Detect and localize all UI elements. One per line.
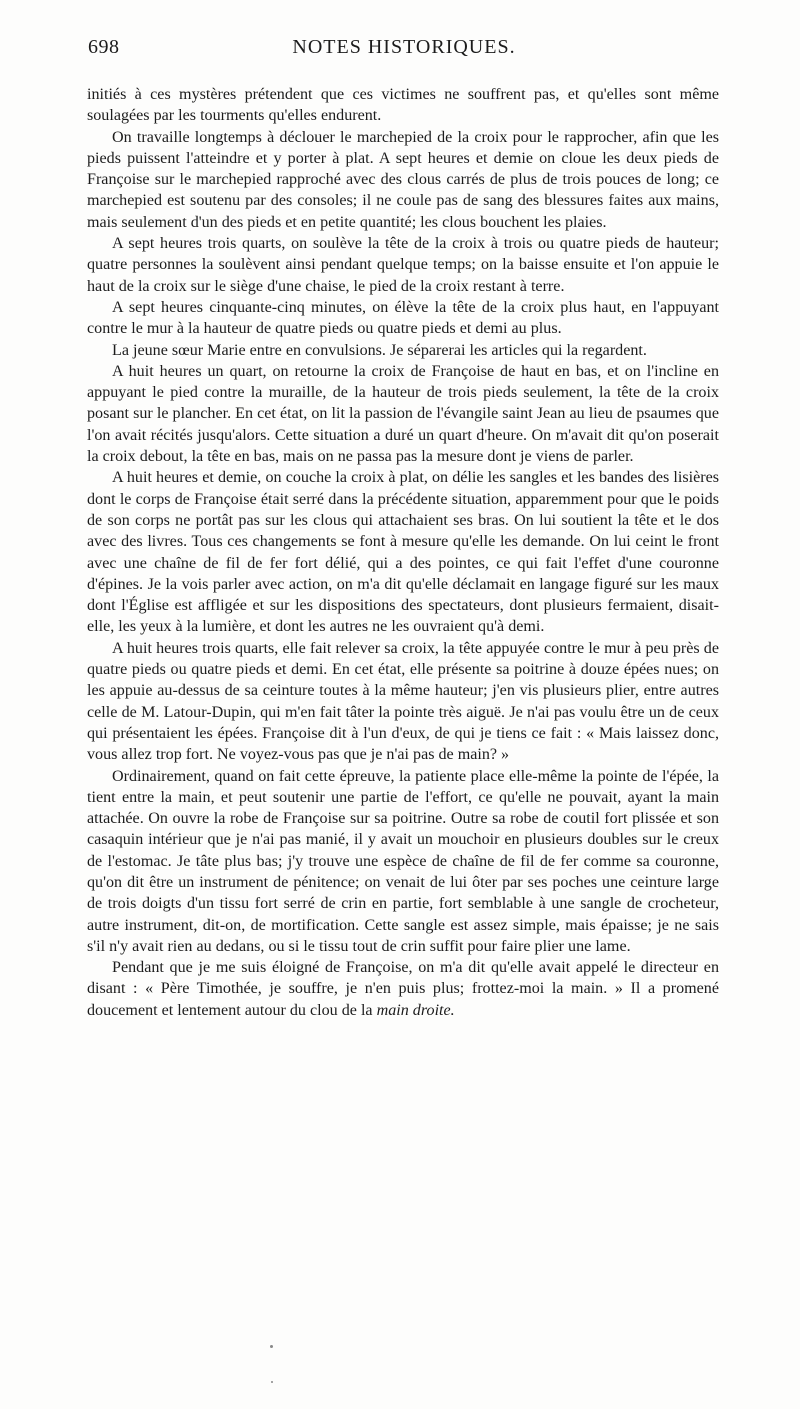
italic-phrase: main droite.	[376, 1001, 455, 1019]
paragraph: A sept heures cinquante-cinq minutes, on élève la tête de la croix plus haut, en l'appuyant contre le mur à la hauteur de quatre pieds ou quatre pieds et demi au plus.	[87, 298, 719, 338]
paragraph-text: Pendant que je me suis éloigné de Françoise, on m'a dit qu'elle avait appelé le directeur en disant : « Père Timothée, je souffre, je n'en puis plus; frottez-moi la main. » Il a promené doucement et lentement autour du clou de la	[87, 959, 719, 1019]
paragraph: La jeune sœur Marie entre en convulsions. Je séparerai les articles qui la regardent.	[112, 341, 647, 359]
paragraph: On travaille longtemps à déclouer le marchepied de la croix pour le rapprocher, afin que les pieds puissent l'atteindre et y porter à plat. A sept heures et demie on cloue les deux pieds de Françoise sur le marchepied rapproché avec des clous carrés de plus de trois pouces de long; ce marchepied est soutenu par des consoles; il ne coule pas de sang des blessures faites aux mains, mais seulement d'un des pieds et en petite quantité; les clous bouchent les plaies.	[87, 128, 719, 231]
paragraph: A huit heures et demie, on couche la croix à plat, on délie les sangles et les bandes des lisières dont le corps de Françoise était serré dans la précédente situation, apparemment pour que le poids de son corps ne portât pas sur les clous qui attachaient ses bras. On lui soutient la tête et le dos avec des livres. Tous ces changements se font à mesure qu'elle les demande. On lui ceint le front avec une chaîne de fil de fer fort délié, qui a des pointes, ce qui fait l'effet d'une couronne d'épines. Je la vois parler avec action, on m'a dit qu'elle déclamait en langage figuré sur les maux dont l'Église est affligée et sur les dispositions des spectateurs, dont plusieurs fermaient, disait-elle, les yeux à la lumière, et dont les autres ne les ouvraient qu'à demi.	[87, 469, 719, 636]
paragraph: A huit heures trois quarts, elle fait relever sa croix, la tête appuyée contre le mur à peu près de quatre pieds ou quatre pieds et demi. En cet état, elle présente sa poitrine à douze épées nues; on les appuie au-dessus de sa ceinture toutes à la même hauteur; j'en vis plusieurs plier, entre autres celle de M. Latour-Dupin, qui m'en fait tâter la pointe très aiguë. Je n'ai pas voulu être un de ceux qui présentaient les épées. Françoise dit à l'un d'eux, de qui je tiens ce fait : « Mais laissez donc, vous allez trop fort. Ne voyez-vous pas que je n'ai pas de main? »	[87, 639, 719, 764]
paragraph: A huit heures un quart, on retourne la croix de Françoise de haut en bas, et on l'incline en appuyant le pied contre la muraille, de la hauteur de trois pieds seulement, la tête de la croix posant sur le plancher. En cet état, on lit la passion de l'évangile saint Jean au lieu de psaumes que l'on avait récités jusqu'alors. Cette situation a duré un quart d'heure. On m'avait dit qu'on poserait la croix debout, la tête en bas, mais on ne passa pas la mesure dont je viens de parler.	[87, 362, 719, 466]
paragraph: A sept heures trois quarts, on soulève la tête de la croix à trois ou quatre pieds de hauteur; quatre personnes la soulèvent ainsi pendant quelque temps; on la baisse ensuite et l'on appuie le haut de la croix sur le siège d'une chaise, le pied de la croix restant à terre.	[87, 235, 719, 295]
running-head	[88, 36, 720, 68]
paragraph: Ordinairement, quand on fait cette épreuve, la patiente place elle-même la pointe de l'épée, la tient entre la main, et peut soutenir une partie de l'effort, ce qu'elle ne pouvait, ayant la main attachée. On ouvre la robe de Françoise sur sa poitrine. Outre sa robe de coutil fort plissée et son casaquin intérieur que je n'ai pas manié, il y avait un mouchoir en plusieurs doubles sur le creux de l'estomac. Je tâte plus bas; j'y trouve une espèce de chaîne de fil de fer comme sa couronne, qu'on dit être un instrument de pénitence; on venait de lui ôter par ses poches une ceinture large de trois doigts d'un tissu fort serré de crin en partie, fort semblable à une sangle de crocheteur, autre instrument, dit-on, de mortification. Cette sangle est assez simple, mais épaisse; je ne sais s'il n'y avait rien au dedans, ou si le tissu tout de crin suffit pour faire plier une lame.	[87, 767, 719, 955]
page-number: 698	[88, 36, 120, 58]
body-text	[87, 84, 719, 1021]
speck	[270, 1345, 273, 1348]
speck	[271, 1381, 273, 1383]
scan-specks	[270, 1345, 276, 1385]
running-title: NOTES HISTORIQUES.	[292, 36, 516, 58]
paragraph-last	[87, 957, 719, 1021]
paragraph: initiés à ces mystères prétendent que ces victimes ne souffrent pas, et qu'elles sont même soulagées par les tourments qu'elles endurent.	[87, 86, 719, 125]
